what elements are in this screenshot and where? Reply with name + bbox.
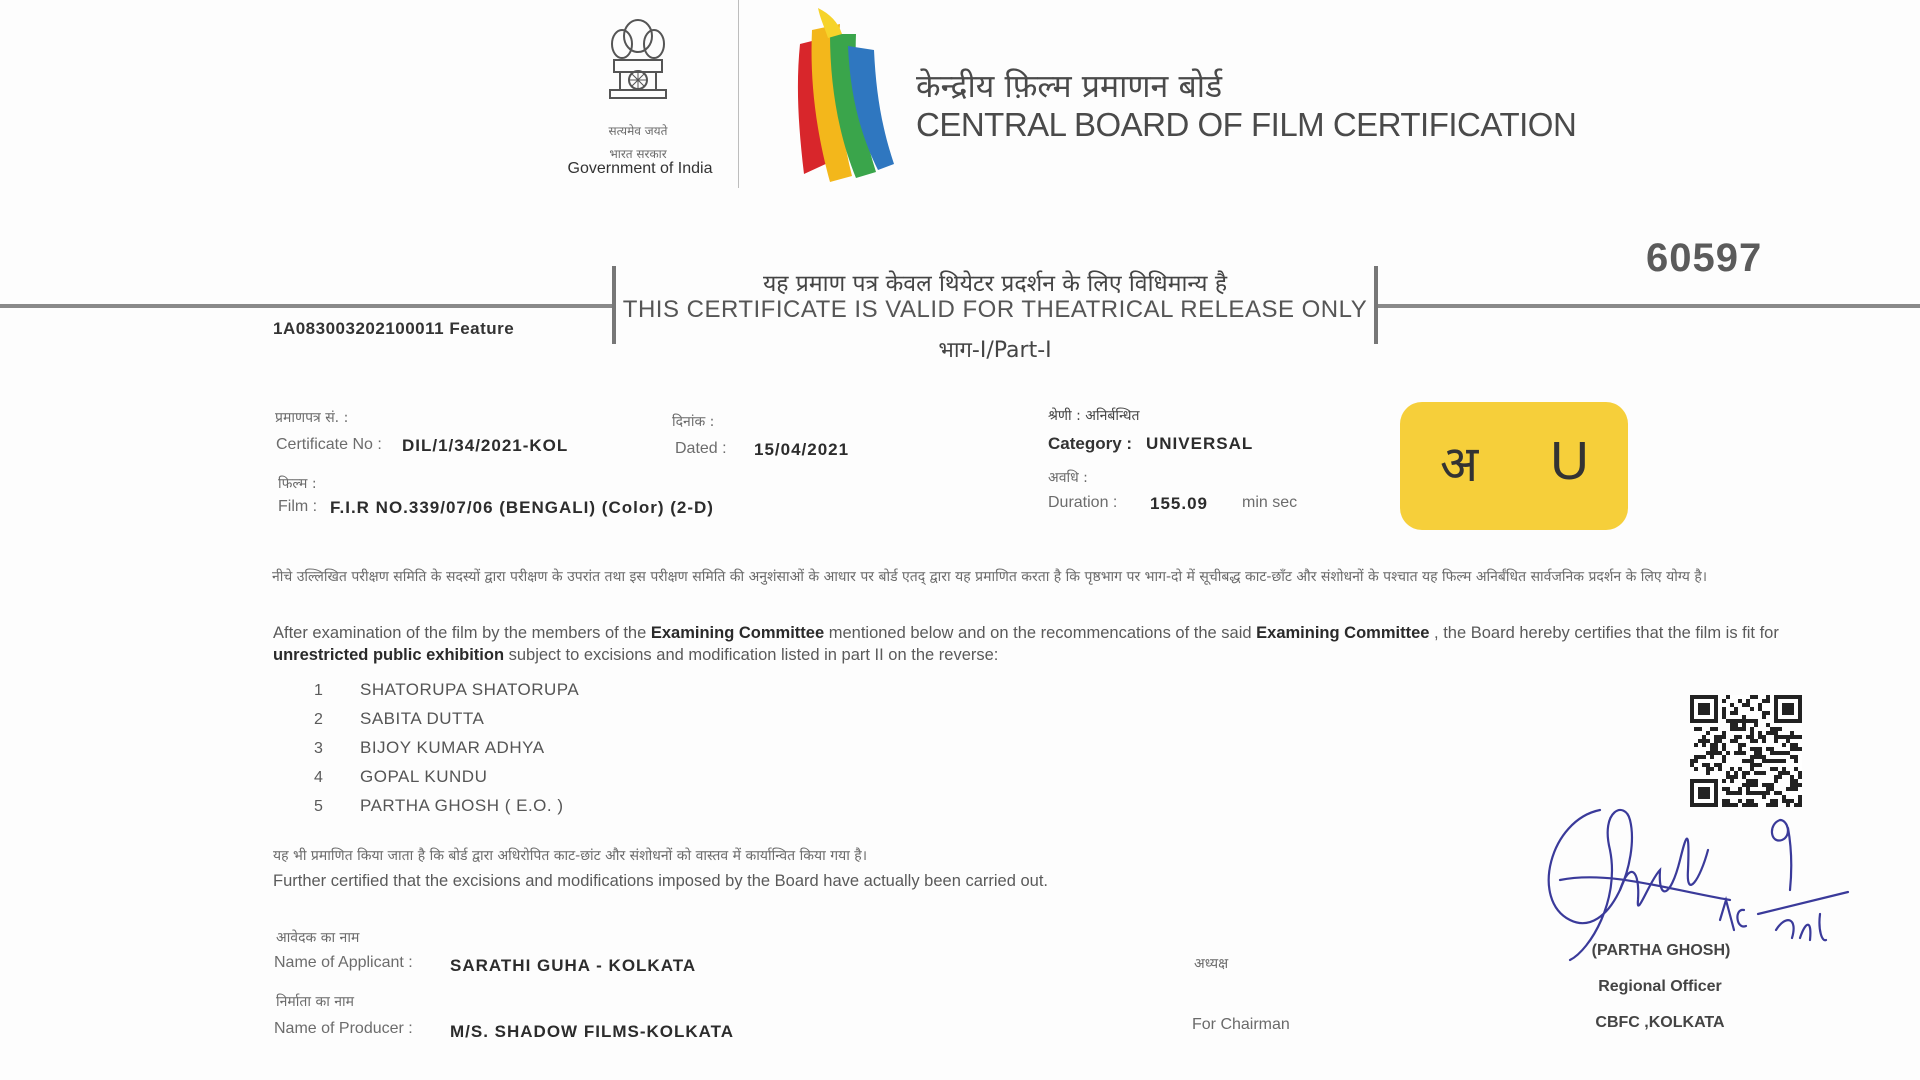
- government-label: Government of India: [567, 160, 713, 177]
- page-title: CENTRAL BOARD OF FILM CERTIFICATION: [916, 106, 1577, 143]
- producer-label-hindi: निर्माता का नाम: [276, 994, 355, 1010]
- bracket-right: [1374, 266, 1378, 344]
- certificate-number: DIL/1/34/2021-KOL: [402, 436, 569, 455]
- certification-paragraph: [273, 622, 1783, 666]
- film-title: F.I.R NO.339/07/06 (BENGALI) (Color) (2-D): [330, 498, 714, 517]
- national-emblem-logo: [598, 10, 678, 120]
- duration-label-hindi: अवधि :: [1048, 470, 1088, 486]
- paragraph-text: mentioned below and on the recommencations of the said: [824, 624, 1257, 642]
- film-label-hindi: फिल्म :: [278, 476, 317, 492]
- producer-label: Name of Producer :: [274, 1020, 413, 1037]
- further-certification-hindi: यह भी प्रमाणित किया जाता है कि बोर्ड द्वारा अधिरोपित काट-छांट और संशोधनों को वास्तव में कार्यान्वित किया गया है।: [273, 848, 868, 864]
- dated-label: Dated :: [675, 440, 727, 457]
- rule-right: [1376, 304, 1920, 308]
- committee-number: 2: [314, 711, 323, 728]
- category-label-hindi: श्रेणी : अनिर्बन्धित: [1048, 408, 1140, 424]
- paragraph-bold: unrestricted public exhibition: [273, 646, 505, 664]
- duration-unit: min sec: [1242, 494, 1298, 511]
- certification-paragraph-hindi: नीचे उल्लिखित परीक्षण समिति के सदस्यों द्वारा परीक्षण के उपरांत तथा इस परीक्षण समिति की अनुशंसाओं के आधार पर बोर्ड एतद् द्वारा यह प्रमाणित करता है कि पृष्ठभाग पर भाग-दो में सूचीबद्ध काट-छाँट और संशोधनों के पश्चात यह फिल्म अनिर्बंधित सार्वजनिक प्रदर्शन के लिए योग्य है।: [272, 569, 1708, 585]
- paragraph-bold: Examining Committee: [1256, 624, 1430, 642]
- government-label-hindi: भारत सरकार: [609, 147, 667, 161]
- committee-number: 1: [314, 682, 323, 699]
- officer-name: (PARTHA GHOSH): [1591, 942, 1731, 959]
- category-value: UNIVERSAL: [1146, 434, 1254, 453]
- dated-label-hindi: दिनांक :: [672, 414, 715, 430]
- dated-value: 15/04/2021: [754, 440, 850, 459]
- category-label: Category :: [1048, 434, 1133, 453]
- validity-notice-hindi: यह प्रमाण पत्र केवल थियेटर प्रदर्शन के लिए विधिमान्य है: [762, 271, 1228, 297]
- rating-badge-letter: U: [1550, 431, 1589, 491]
- committee-member: SHATORUPA SHATORUPA: [360, 680, 580, 699]
- header-divider: [738, 0, 739, 188]
- paragraph-bold: Examining Committee: [650, 624, 825, 642]
- chairman-label: For Chairman: [1192, 1016, 1290, 1033]
- chairman-label-hindi: अध्यक्ष: [1194, 956, 1229, 972]
- rule-left: [0, 304, 616, 308]
- certificate-label: Certificate No :: [276, 436, 382, 453]
- film-label: Film :: [278, 498, 318, 515]
- duration-label: Duration :: [1048, 494, 1118, 511]
- paragraph-text: , the Board hereby certifies that the film is fit for: [1429, 624, 1779, 642]
- producer-name: M/S. SHADOW FILMS-KOLKATA: [450, 1022, 735, 1041]
- rating-badge: [1400, 402, 1628, 530]
- certificate-label-hindi: प्रमाणपत्र सं. :: [275, 410, 349, 426]
- committee-number: 5: [314, 798, 323, 815]
- title-hindi: केन्द्रीय फ़िल्म प्रमाणन बोर्ड: [916, 67, 1223, 105]
- duration-value: 155.09: [1150, 494, 1208, 513]
- validity-notice: THIS CERTIFICATE IS VALID FOR THEATRICAL RELEASE ONLY: [622, 296, 1368, 323]
- cbfc-logo: [790, 4, 900, 184]
- serial-number: 60597: [1646, 236, 1763, 280]
- further-certification: Further certified that the excisions and modifications imposed by the Board have actually been carried out.: [273, 872, 1049, 890]
- rating-badge-hindi: अ: [1440, 435, 1479, 493]
- emblem-motto: सत्यमेव जयते: [608, 124, 668, 138]
- committee-number: 4: [314, 769, 323, 786]
- applicant-name: SARATHI GUHA - KOLKATA: [450, 956, 697, 975]
- committee-member: SABITA DUTTA: [360, 709, 485, 728]
- officer-office: CBFC ,KOLKATA: [1595, 1014, 1725, 1031]
- applicant-label: Name of Applicant :: [274, 954, 413, 971]
- paragraph-text: After examination of the film by the members of the: [273, 624, 651, 642]
- part-label: भाग-I/Part-I: [938, 338, 1052, 363]
- committee-member: BIJOY KUMAR ADHYA: [360, 738, 545, 757]
- reference-code: 1A083003202100011 Feature: [273, 319, 515, 338]
- committee-number: 3: [314, 740, 323, 757]
- committee-member: PARTHA GHOSH ( E.O. ): [360, 796, 564, 815]
- paragraph-text: subject to excisions and modification listed in part II on the reverse:: [504, 646, 999, 664]
- applicant-label-hindi: आवेदक का नाम: [276, 930, 360, 946]
- officer-title: Regional Officer: [1598, 978, 1722, 995]
- committee-member: GOPAL KUNDU: [360, 767, 488, 786]
